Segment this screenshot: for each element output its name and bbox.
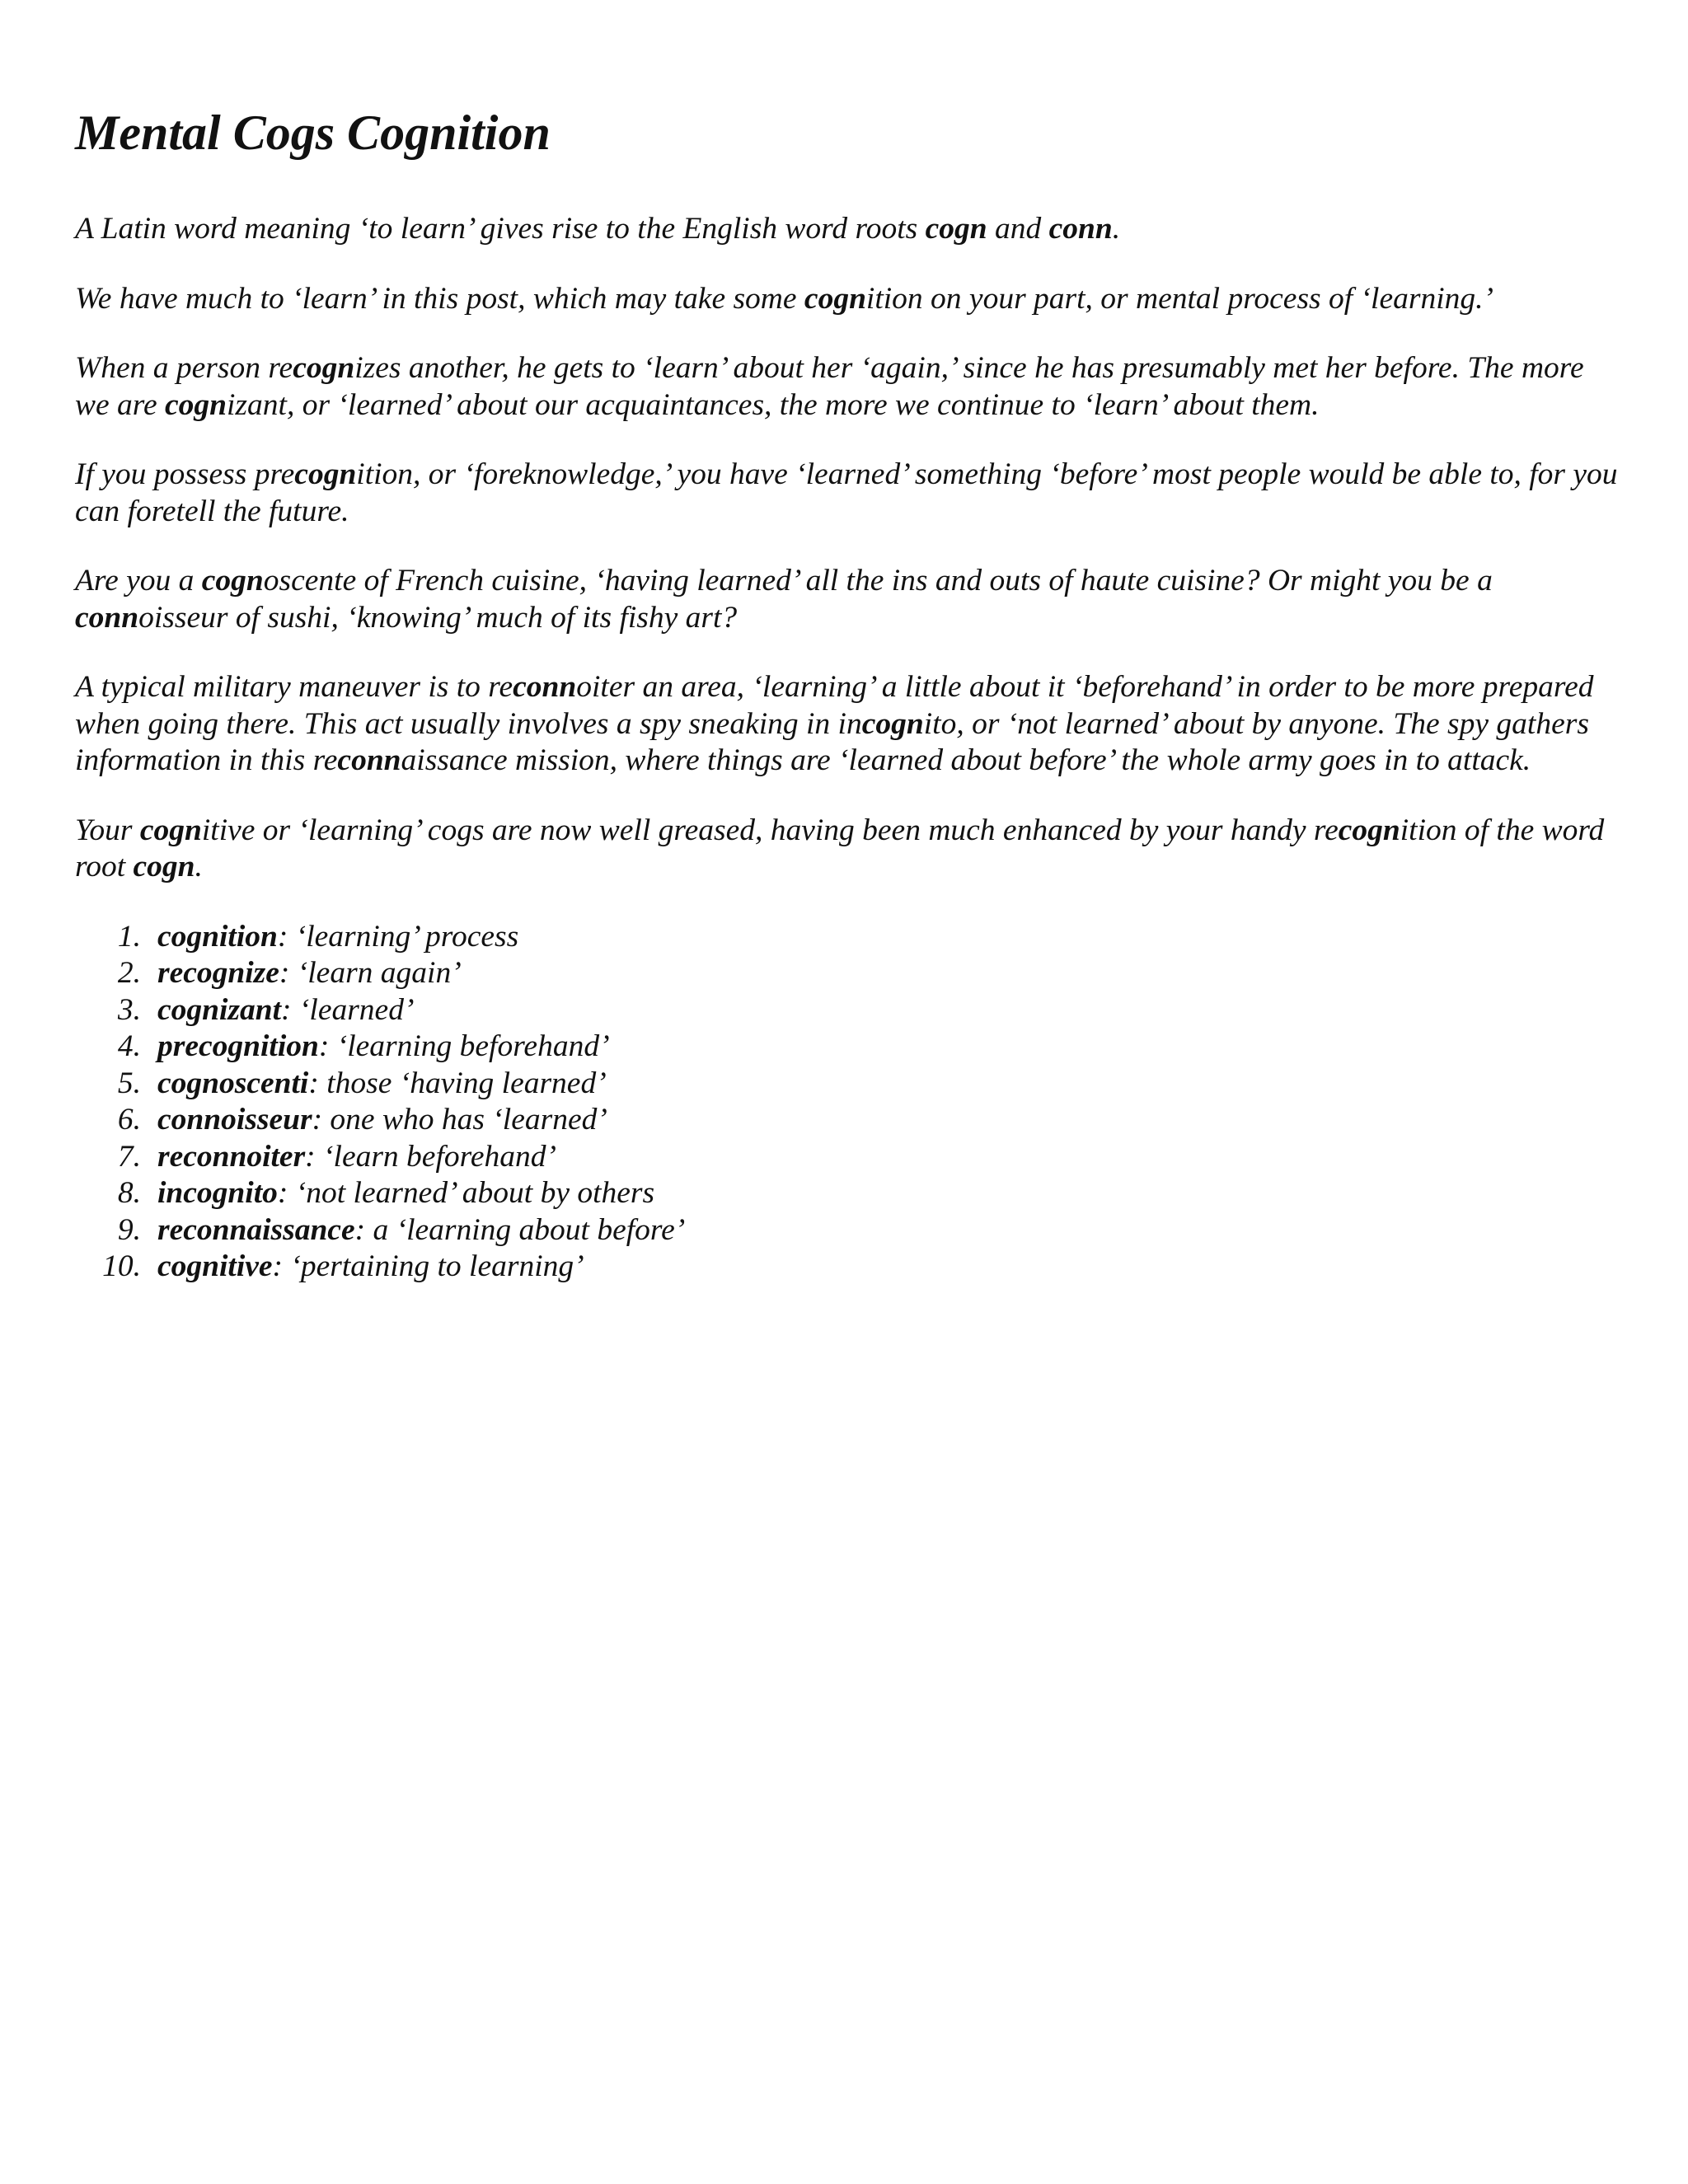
definition-meaning: : ‘learning’ process — [277, 919, 519, 954]
definition-meaning: : ‘not learned’ about by others — [277, 1176, 655, 1210]
text-run: A typical military maneuver is to re — [75, 670, 513, 704]
text-run: If you possess pre — [75, 457, 295, 491]
definition-meaning: : ‘pertaining to learning’ — [272, 1249, 584, 1283]
text-run: aissance mission, where things are ‘learned about before’ the whole army goes in to attack. — [401, 743, 1531, 777]
definition-meaning: : ‘learn again’ — [279, 956, 462, 990]
definition-term: connoisseur — [157, 1103, 312, 1137]
list-number: 4. — [117, 1029, 141, 1063]
list-item — [75, 992, 1625, 1029]
definition-meaning: : one who has ‘learned’ — [312, 1103, 607, 1137]
text-run: izant, or ‘learned’ about our acquaintances, the more we continue to ‘learn’ about them. — [227, 387, 1320, 422]
paragraph-reconnoiter — [75, 669, 1625, 780]
root-highlight: cogn — [861, 706, 924, 741]
text-run: and — [987, 212, 1049, 246]
text-run: izes another, he gets to ‘learn’ about her ‘again,’ since he has presumably met her before. The more we are — [75, 351, 1584, 422]
text-run: When a person re — [75, 351, 293, 385]
definition-term: cognoscenti — [157, 1066, 309, 1100]
root-highlight: conn — [75, 600, 139, 635]
root-highlight: conn — [1048, 212, 1113, 246]
text-run: itive or ‘learning’ cogs are now well greased, having been much enhanced by your handy re — [201, 813, 1339, 847]
list-number: 9. — [117, 1212, 141, 1247]
paragraph-cognoscente — [75, 563, 1625, 636]
text-run: oscente of French cuisine, ‘having learned’ all the ins and outs of haute cuisine? Or might you be a — [263, 564, 1493, 598]
root-highlight: cogn — [201, 564, 264, 598]
text-run: . — [195, 850, 203, 883]
text-run: oisseur of sushi, ‘knowing’ much of its fishy art? — [138, 600, 738, 635]
definition-term: recognize — [157, 956, 279, 990]
list-item — [75, 919, 1625, 956]
text-run: Are you a — [75, 564, 202, 598]
list-number: 7. — [117, 1139, 141, 1174]
list-item — [75, 955, 1625, 992]
paragraph-intro — [75, 211, 1625, 248]
text-run: ito, or ‘not learned’ about by anyone. The spy gathers information in this re — [75, 706, 1589, 777]
list-number: 3. — [117, 992, 141, 1027]
definition-term: precognition — [157, 1029, 319, 1063]
text-run: ition on your part, or mental process of ‘learning.’ — [865, 281, 1493, 316]
list-number: 2. — [117, 956, 141, 990]
definition-meaning: : ‘learned’ — [281, 992, 415, 1027]
text-run: ition of the word root — [75, 813, 1605, 883]
paragraph-cognitive — [75, 813, 1625, 886]
root-highlight: cogn — [139, 813, 202, 847]
page-title: Mental Cogs Cognition — [75, 105, 551, 160]
root-highlight: conn — [337, 743, 401, 777]
root-highlight: cogn — [293, 351, 355, 385]
root-highlight: cogn — [133, 850, 195, 883]
text-run: Your — [75, 813, 140, 847]
list-number: 8. — [117, 1176, 141, 1210]
paragraph-cognition — [75, 281, 1625, 318]
definition-meaning: : those ‘having learned’ — [308, 1066, 607, 1100]
list-number: 1. — [117, 919, 141, 954]
list-number: 6. — [117, 1103, 141, 1137]
list-item — [75, 1102, 1625, 1139]
text-run: . — [1112, 212, 1121, 246]
root-highlight: cogn — [1338, 813, 1400, 847]
definition-term: reconnaissance — [157, 1212, 355, 1247]
list-item — [75, 1175, 1625, 1212]
list-item — [75, 1066, 1625, 1103]
root-highlight: cogn — [165, 387, 227, 422]
definition-term: incognito — [157, 1176, 278, 1210]
definition-meaning: : ‘learn beforehand’ — [305, 1139, 556, 1174]
document-body — [75, 105, 1625, 1286]
list-item — [75, 1029, 1625, 1066]
root-highlight: conn — [513, 670, 577, 704]
definition-term: cognition — [157, 919, 278, 954]
root-highlight: cogn — [294, 457, 357, 491]
definition-term: reconnoiter — [157, 1139, 306, 1174]
list-item — [75, 1249, 1625, 1286]
root-highlight: cogn — [925, 212, 987, 246]
paragraph-precognition — [75, 457, 1625, 530]
root-highlight: cogn — [804, 281, 866, 316]
list-number: 10. — [102, 1249, 141, 1283]
definition-term: cognizant — [157, 992, 282, 1027]
list-item — [75, 1139, 1625, 1176]
definition-list — [75, 919, 1625, 1286]
definition-meaning: : ‘learning beforehand’ — [318, 1029, 610, 1063]
text-run: We have much to ‘learn’ in this post, which may take some — [75, 281, 804, 316]
definition-meaning: : a ‘learning about before’ — [354, 1212, 686, 1247]
paragraph-recognize — [75, 350, 1625, 424]
list-number: 5. — [117, 1066, 141, 1100]
text-run: A Latin word meaning ‘to learn’ gives rise to the English word roots — [75, 212, 926, 246]
list-item — [75, 1212, 1625, 1249]
definition-term: cognitive — [157, 1249, 273, 1283]
text-run: ition, or ‘foreknowledge,’ you have ‘learned’ something ‘before’ most people would be able to, for you can foretell the future. — [75, 457, 1618, 528]
text-run: oiter an area, ‘learning’ a little about it ‘beforehand’ in order to be more prepared when going there. This act usually involves a spy sneaking in in — [75, 670, 1594, 741]
